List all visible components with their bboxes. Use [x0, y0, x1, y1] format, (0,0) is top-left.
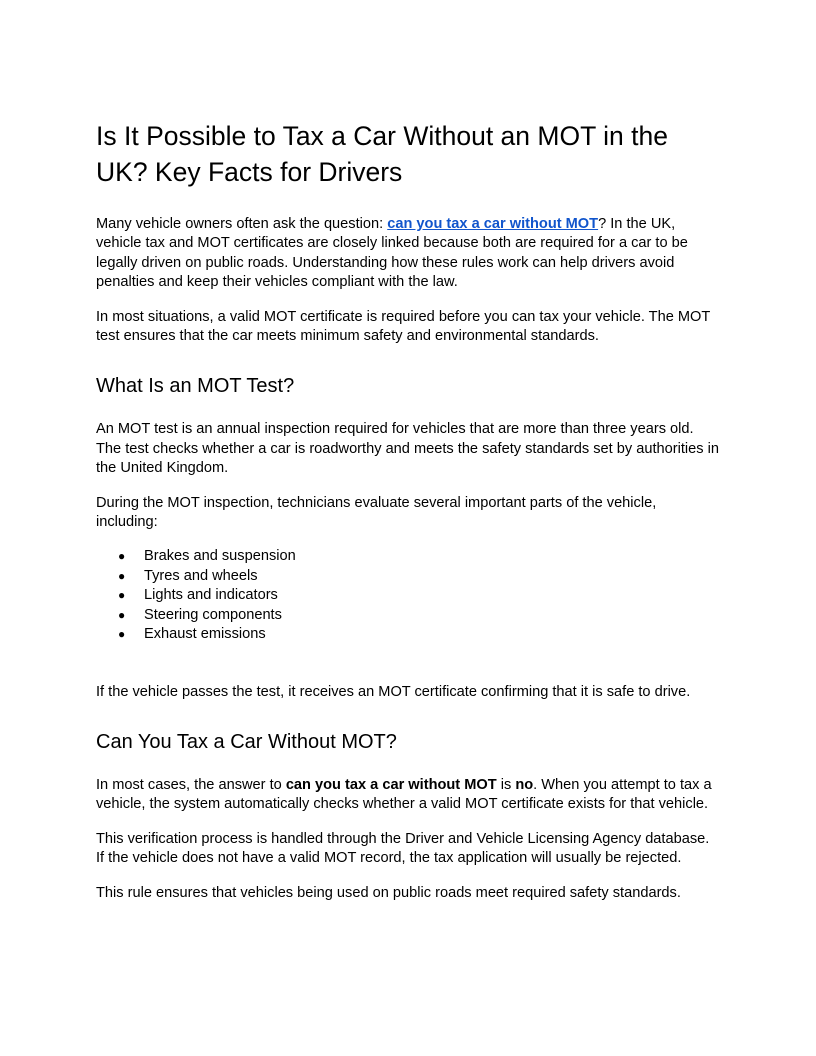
list-item-text: Exhaust emissions	[144, 626, 266, 643]
list-item-text: Brakes and suspension	[144, 548, 296, 565]
bullet-icon: ●	[118, 588, 126, 603]
mot-paragraph-2: During the MOT inspection, technicians evaluate several important parts of the vehicle, including:	[96, 494, 657, 531]
bullet-icon: ●	[118, 568, 126, 583]
page-title: Is It Possible to Tax a Car Without an MOT in the UK? Key Facts for Drivers	[96, 121, 668, 187]
list-item-text: Tyres and wheels	[144, 567, 258, 584]
bullet-icon: ●	[118, 549, 126, 564]
tax-text-bold-question: can you tax a car without MOT	[285, 776, 497, 793]
tax-text-a: In most cases, the answer to	[96, 776, 286, 793]
list-item	[118, 586, 720, 605]
list-item	[118, 625, 720, 644]
mot-paragraph-3: If the vehicle passes the test, it receives an MOT certificate confirming that it is safe to drive.	[96, 683, 691, 700]
mot-paragraph-1: An MOT test is an annual inspection required for vehicles that are more than three years old. The test checks whether a car is roadworthy and meets the safety standards set by authorities in the United Kingdom.	[96, 421, 719, 477]
intro-text-after-link: ? In the UK, vehicle tax and MOT certificates are closely linked because both are required for a car to be legally driven on public roads. Understanding how these rules work can help drivers avoid penalties and keep their vehicles compliant with the law.	[96, 216, 688, 291]
document-page	[96, 118, 720, 918]
section-heading-tax-without-mot: Can You Tax a Car Without MOT?	[96, 730, 397, 753]
bullet-icon: ●	[118, 607, 126, 622]
list-item-text: Lights and indicators	[144, 587, 278, 604]
inspection-items-list	[96, 547, 720, 644]
intro-paragraph-2: In most situations, a valid MOT certificate is required before you can tax your vehicle. The MOT test ensures that the car meets minimum safety and environmental standards.	[96, 308, 711, 345]
bullet-icon: ●	[118, 627, 126, 642]
intro-text-before-link: Many vehicle owners often ask the question:	[96, 216, 388, 232]
list-item-text: Steering components	[144, 606, 282, 623]
tax-paragraph-2: This verification process is handled through the Driver and Vehicle Licensing Agency database. If the vehicle does not have a valid MOT record, the tax application will usually be rejected.	[96, 830, 710, 867]
tax-text-e: . When you attempt to tax a vehicle, the system automatically checks whether a valid MOT certificate exists for that vehicle.	[96, 776, 712, 813]
tax-paragraph-1	[96, 776, 720, 815]
list-item	[118, 547, 720, 566]
list-item	[118, 567, 720, 586]
tax-text-c: is	[496, 776, 516, 793]
tax-paragraph-3: This rule ensures that vehicles being used on public roads meet required safety standards.	[96, 884, 681, 901]
tax-without-mot-link[interactable]: can you tax a car without MOT	[387, 216, 599, 232]
section-heading-mot-test: What Is an MOT Test?	[96, 375, 295, 398]
tax-text-bold-no: no	[515, 776, 534, 793]
intro-paragraph-1	[96, 215, 720, 293]
list-item	[118, 606, 720, 625]
